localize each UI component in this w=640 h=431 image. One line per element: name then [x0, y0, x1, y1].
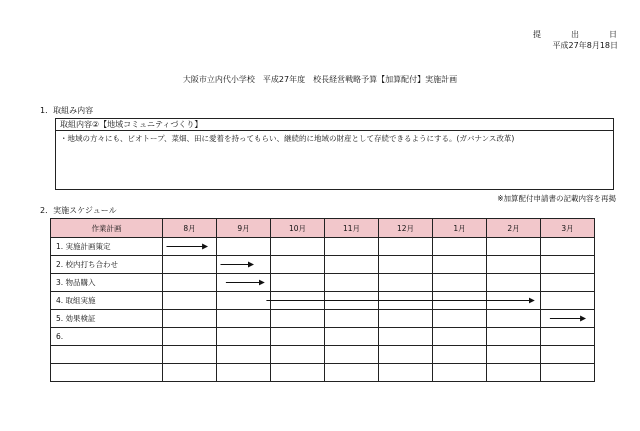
table-row — [51, 328, 595, 346]
month-cell — [271, 256, 325, 274]
month-header: 10月 — [271, 219, 325, 238]
month-cell — [487, 256, 541, 274]
task-cell: 1. 実施計画策定 — [51, 238, 163, 256]
month-cell — [433, 346, 487, 364]
task-cell — [51, 346, 163, 364]
month-cell — [163, 256, 217, 274]
month-cell — [379, 292, 433, 310]
task-cell: 4. 取組実施 — [51, 292, 163, 310]
month-cell — [163, 346, 217, 364]
table-row — [51, 292, 595, 310]
month-header: 11月 — [325, 219, 379, 238]
month-cell — [541, 328, 595, 346]
month-cell — [433, 274, 487, 292]
month-header: 8月 — [163, 219, 217, 238]
note-text: ※加算配付申請書の記載内容を再掲 — [497, 194, 616, 203]
table-row — [51, 310, 595, 328]
month-cell — [325, 364, 379, 382]
task-cell: 3. 物品購入 — [51, 274, 163, 292]
month-cell — [325, 328, 379, 346]
month-header: 3月 — [541, 219, 595, 238]
month-cell — [541, 256, 595, 274]
table-row — [51, 364, 595, 382]
month-cell — [541, 274, 595, 292]
schedule-table — [50, 218, 595, 382]
document-title: 大阪市立内代小学校 平成27年度 校長経営戦略予算【加算配付】実施計画 — [182, 75, 458, 84]
section-heading-content: 1．取組み内容 — [40, 106, 94, 115]
month-cell — [325, 292, 379, 310]
month-cell — [271, 346, 325, 364]
table-row — [51, 238, 595, 256]
month-cell — [433, 328, 487, 346]
month-cell — [217, 310, 271, 328]
task-cell: 6. — [51, 328, 163, 346]
section-heading-schedule: 2．実施スケジュール — [40, 206, 117, 215]
submit-char: 出 — [571, 30, 579, 39]
month-cell — [271, 310, 325, 328]
month-cell — [487, 238, 541, 256]
month-cell — [163, 328, 217, 346]
task-cell — [51, 364, 163, 382]
month-cell — [487, 328, 541, 346]
month-cell — [271, 274, 325, 292]
month-cell — [379, 310, 433, 328]
month-cell — [163, 310, 217, 328]
month-cell — [271, 238, 325, 256]
month-cell — [163, 274, 217, 292]
month-cell — [163, 238, 217, 256]
month-header: 2月 — [487, 219, 541, 238]
month-header: 12月 — [379, 219, 433, 238]
month-cell — [487, 364, 541, 382]
month-cell — [487, 292, 541, 310]
month-cell — [487, 310, 541, 328]
month-cell — [433, 310, 487, 328]
month-cell — [325, 346, 379, 364]
submit-label — [533, 29, 617, 40]
month-cell — [433, 256, 487, 274]
month-cell — [325, 256, 379, 274]
month-cell — [271, 328, 325, 346]
month-cell — [271, 292, 325, 310]
month-cell — [217, 274, 271, 292]
submit-date: 平成27年8月18日 — [552, 41, 618, 50]
month-cell — [541, 364, 595, 382]
month-cell — [541, 238, 595, 256]
month-cell — [433, 292, 487, 310]
content-box-title: 取組内容②【地域コミュニティづくり】 — [60, 120, 203, 129]
table-row — [51, 256, 595, 274]
month-cell — [541, 346, 595, 364]
task-cell: 5. 効果検証 — [51, 310, 163, 328]
month-cell — [379, 328, 433, 346]
month-cell — [217, 364, 271, 382]
task-column-header: 作業計画 — [51, 219, 163, 238]
submit-char: 提 — [533, 30, 541, 39]
month-cell — [541, 292, 595, 310]
month-cell — [271, 364, 325, 382]
month-cell — [217, 346, 271, 364]
content-box-body: ・地域の方々にも、ビオトープ、菜畑、田に愛着を持ってもらい、継続的に地域の財産として存続できるようにする。(ガバナンス改革) — [60, 134, 515, 143]
month-cell — [217, 292, 271, 310]
month-cell — [163, 364, 217, 382]
month-cell — [379, 346, 433, 364]
month-cell — [487, 274, 541, 292]
month-cell — [217, 328, 271, 346]
month-cell — [379, 274, 433, 292]
month-cell — [217, 238, 271, 256]
month-cell — [217, 256, 271, 274]
month-cell — [379, 256, 433, 274]
submit-char: 日 — [609, 30, 617, 39]
month-cell — [379, 364, 433, 382]
schedule-header-row — [51, 219, 595, 238]
month-header: 9月 — [217, 219, 271, 238]
table-row — [51, 346, 595, 364]
month-cell — [541, 310, 595, 328]
month-cell — [325, 310, 379, 328]
task-cell: 2. 校内打ち合わせ — [51, 256, 163, 274]
month-cell — [433, 364, 487, 382]
month-cell — [325, 274, 379, 292]
month-cell — [379, 238, 433, 256]
month-header: 1月 — [433, 219, 487, 238]
table-row — [51, 274, 595, 292]
month-cell — [487, 346, 541, 364]
month-cell — [325, 238, 379, 256]
month-cell — [433, 238, 487, 256]
month-cell — [163, 292, 217, 310]
